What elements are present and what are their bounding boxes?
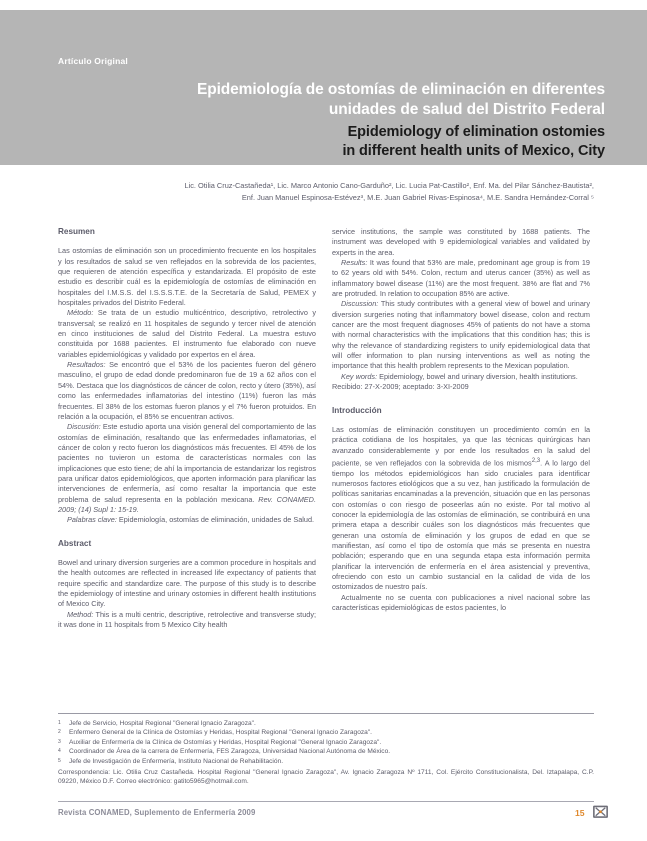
title-spanish-line-2: unidades de salud del Distrito Federal [328,101,605,118]
footnote-item [58,757,594,766]
heading-resumen: Resumen [58,227,95,236]
footnote-number: 2 [58,729,61,736]
palabras-clave-label: Palabras clave: [67,515,117,525]
intro-text-b: . A lo largo del tiempo los métodos epidemiológicos han sido cruciales para identificar numerosos factores etiológicos que a su vez, han justificado la formulación de políticas sanitarias encaminadas a la prevención, situación que en las personas con ostomías o con riesgo de poseerlas aún no existe. Por tal motivo al conocer la epidemiología de las ostomías de eliminación, se contribuirá en una primera etapa a describir cuáles son los diagnósticos más frecuentes que generan una ostomía de eliminación y los grupos de edad en que se manifiestan, así como el tipo de ostomía que más se presenta en nuestra población; esperando que en una segunda etapa esta información permita planificar la intervención de enfermería en el área asistencial y preventiva, ofreciendo con esto un cambio sustancial en la calidad de vida de los ostomizados de nuestro país. [332,458,591,592]
conamed-logo-icon [592,803,609,820]
discusion-label: Discusión: [67,422,101,432]
results-label: Results: [341,258,368,268]
title-english-line-2: in different health units of Mexico, City [342,143,605,159]
page-number: 15 [575,808,585,818]
abstract-discussion [332,299,590,371]
abstract-method [58,610,316,631]
footnote-text: Coordinador de Área de la carrera de Enfermería, FES Zaragoza, Universidad Nacional Autónoma de México. [69,748,391,756]
method-text: This is a multi centric, descriptive, retrolective and transverse study; it was done in 11 hospitals from 5 Mexico City health [58,609,316,630]
introduccion-paragraph-1 [332,425,590,593]
footer-journal-name: Revista CONAMED, Suplemento de Enfermería 2009 [58,808,256,817]
author-list [58,180,594,203]
left-column [58,227,316,630]
footnote-text: Auxiliar de Enfermería de la Clínica de Ostomías y Heridas, Hospital Regional "General Ignacio Zaragoza". [69,738,382,746]
author-line-2: Enf. Juan Manuel Espinosa-Estévez³, M.E. Juan Gabriel Rivas-Espinosa⁴, M.E. Sandra Hernández-Corral ⁵ [241,192,594,202]
discussion-text: This study contributes with a general view of bowel and urinary diversion surgeries noting that inflammatory bowel disease, colon and rectum cancer are the most frequent diagnoses 45% of patients do not have a stoma with normal characteristics with the implications that this condition has; this is why the relevance of standardizing registers to unify epidemiological data that will offer information to plan nursing interventions as well as noting the importance that this health problem represents to the Mexican population. [332,299,590,371]
footnote-item [58,738,594,747]
author-line-1: Lic. Otilia Cruz-Castañeda¹, Lic. Marco Antonio Cano-Garduño², Lic. Lucia Pat-Castillo², Enf. Ma. del Pilar Sánchez-Bautista², [184,181,594,190]
footnote-text: Jefe de Investigación de Enfermería, Instituto Nacional de Rehabilitación. [69,757,284,765]
resumen-metodo [58,308,316,360]
title-english-line-1: Epidemiology of elimination ostomies [347,124,605,140]
header-band [0,10,647,165]
abstract-results [332,258,590,299]
heading-introduccion: Introducción [332,405,382,415]
palabras-clave-text: Epidemiología, ostomías de eliminación, unidades de Salud. [116,515,315,525]
results-text: It was found that 53% are male, predominant age group is from 19 to 62 years old with 54%. Colon, rectum and uterus cancer (35%) as well as inflammatory bowel disease (11%) are the most frequent. 38% are flat and 7% are protruded. In relation to occupation 85% are active. [332,258,590,299]
abstract-keywords [332,372,590,382]
footnote-item [58,747,594,756]
title-block [145,80,605,161]
footnote-number: 5 [58,757,61,764]
resumen-resultados [58,360,316,422]
introduccion-paragraph-2: Actualmente no se cuenta con publicaciones a nivel nacional sobre las características epidemiológicas de estos pacientes, lo [332,592,590,613]
abstract-paragraph: Bowel and urinary diversion surgeries are a common procedure in hospitals and the health outcomes are reflected in increased life expectancy of patients that require specific and standardize care. The purpose of this study is to describe the epidemiology of intestine and urinary ostomies in different health institutions of Mexico City. [58,557,316,609]
abstract-method-continued: service institutions, the sample was constituted by 1688 patients. The instrument was developed with 9 epidemiological variables and validated by experts in the area. [332,227,590,257]
correspondence-note: Correspondencia: Lic. Otilia Cruz Castañeda. Hospital Regional "General Ignacio Zaragoza", Av. Ignacio Zaragoza Nº 1711, Col. Ejército Constitucionalista, Del. Iztapalapa, C.P. 09220, México D.F. Correo electrónico: gatito5965@hotmail.com. [58,769,594,786]
discussion-label: Discussion: [341,299,379,309]
resumen-paragraph: Las ostomías de eliminación son un procedimiento frecuente en los hospitales y los resultados de salud se ven reflejados en la sobrevida de los pacientes, que requieren de atención específica y estandarizada. El propósito de este estudio es describir cuál es la epidemiología de ostomías de eliminación en hospitales del I.M.S.S. del I.S.S.S.T.E. de la Secretaría de Salud, PEMEX y hospitales privados del Distrito Federal. [58,246,316,308]
resultados-text: Se encontró que el 53% de los pacientes fueron del género masculino, el grupo de edad donde predominaron fue de 19 a 62 años con el 54%. Destaca que los diagnósticos de cáncer de colon, recto y útero (35%), así como las enfermedades inflamatorias del intestino (11%) fueron las más frecuentes. El 38% de los estomas fueron planos y el 7% fueron protuidos. En relación a la ocupación, el 85% se encuentran activos. [58,360,316,421]
received-accepted-dates: Recibido: 27-X-2009; aceptado: 3-XI-2009 [332,382,469,392]
discusion-text: Este estudio aporta una visión general del comportamiento de las ostomías de eliminación, resaltando que las enfermedades inflamatorias, el cáncer de colon y recto fueron los diagnósticos más frecuentes. El 45% de los pacientes no tuvieron un estoma de características normales con las implicaciones que esto tiene; de ahí la importancia de estandarizar los registros para unificar datos epidemiológicos, que aporten información para planificar las intervenciones de enfermería, así como resaltar la importancia que este problema de salud representa en la población mexicana. [58,422,316,504]
palabras-clave [58,515,316,525]
footnote-item [58,719,594,728]
footnote-text: Enfermero General de la Clínica de Ostomías y Heridas, Hospital Regional "General Ignacio Zaragoza". [69,729,373,737]
keywords-label: Key words: [341,371,378,381]
footnote-item [58,728,594,737]
title-spanish-line-1: Epidemiología de ostomías de eliminación en diferentes [196,81,605,98]
intro-text-a: Las ostomías de eliminación constituyen un procedimiento común en la práctica cotidiana de los hospitales, ya que las técnicas quirúrgicas han avanzado considerablemente y por ende los resultados en la salud del paciente, se ven reflejados con la sobrevida de los mismos [332,424,590,468]
footer-divider [58,801,594,802]
article-type-kicker: Artículo Original [58,56,128,66]
footnote-number: 1 [58,720,61,726]
intro-reference-marker: 2,3 [531,456,541,464]
title-spanish [145,80,605,120]
footnote-number: 3 [58,738,61,745]
resumen-discusion [58,422,316,515]
resultados-label: Resultados: [67,360,106,370]
keywords-text: Epidemiology, bowel and urinary diversion, health institutions. [377,371,578,381]
right-column [332,227,590,613]
metodo-label: Método: [67,308,94,318]
method-label: Method: [67,609,94,619]
heading-abstract: Abstract [58,538,92,548]
title-english [145,123,605,161]
footnote-number: 4 [58,748,61,755]
footnotes-block [58,713,594,787]
footnote-text: Jefe de Servicio, Hospital Regional "General Ignacio Zaragoza". [69,720,256,727]
metodo-text: Se trata de un estudio multicéntrico, descriptivo, retrolectivo y transversal; se realizó en 11 hospitales de segundo y tercer nivel de atención en cinco instituciones de salud del Distrito Federal. La muestra estuvo constituida por 1688 pacientes. El instrumento fue elaborado con nueve variables epidemiológicas y validado por expertos en el área. [58,308,316,359]
article-citation: Rev. CONAMED. 2009; (14) Supl 1: 15-19. [58,494,316,514]
